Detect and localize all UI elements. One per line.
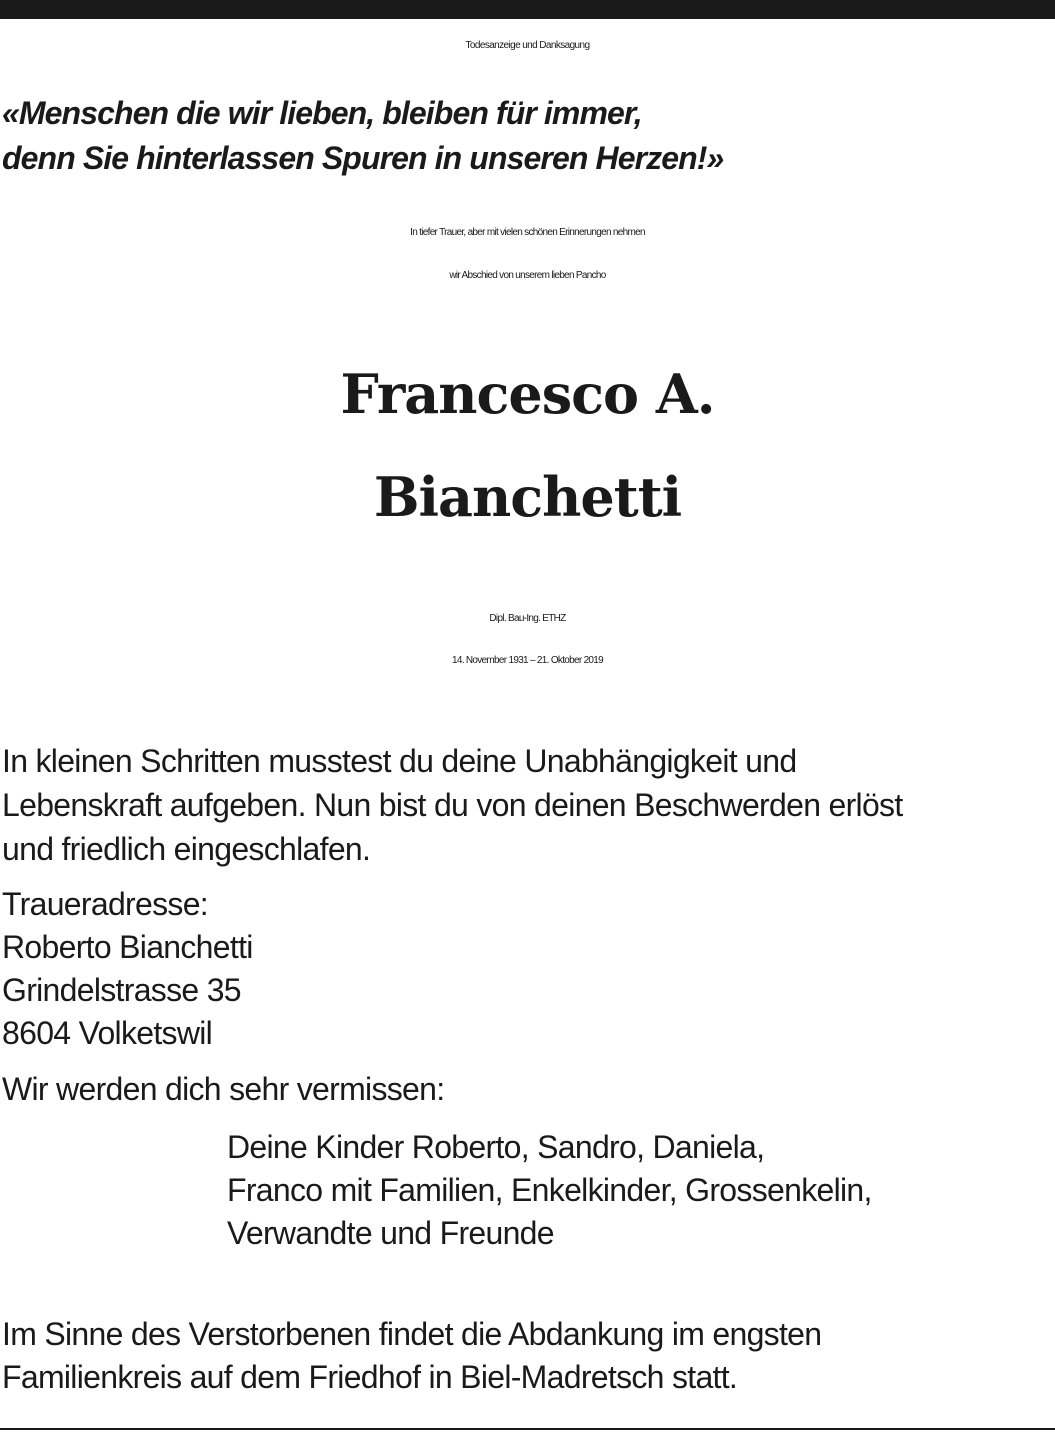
top-rule bbox=[0, 0, 1055, 19]
address-street: Grindelstrasse 35 bbox=[2, 972, 241, 1008]
mourners-line-3: Verwandte und Freunde bbox=[227, 1215, 554, 1251]
deceased-name-line-1: Francesco A. bbox=[340, 362, 715, 426]
mourners-line-2: Franco mit Familien, Enkelkinder, Grossenkelin, bbox=[227, 1172, 872, 1208]
intro-line-2: wir Abschied von unserem lieben Pancho bbox=[449, 270, 606, 281]
mourners-intro: Wir werden dich sehr vermissen: bbox=[2, 1071, 445, 1107]
message-line-3: und friedlich eingeschlafen. bbox=[2, 831, 371, 867]
message-line-2: Lebenskraft aufgeben. Nun bist du von deinen Beschwerden erlöst bbox=[2, 787, 903, 823]
message-line-1: In kleinen Schritten musstest du deine Unabhängigkeit und bbox=[2, 743, 797, 779]
bottom-rule bbox=[0, 1428, 1055, 1430]
closing-line-1: Im Sinne des Verstorbenen findet die Abdankung im engsten bbox=[2, 1316, 822, 1352]
address-city: 8604 Volketswil bbox=[2, 1015, 213, 1051]
quote-line-1: «Menschen die wir lieben, bleiben für immer, bbox=[2, 95, 642, 131]
closing-line-2: Familienkreis auf dem Friedhof in Biel-Madretsch statt. bbox=[2, 1359, 738, 1395]
intro-line-1: In tiefer Trauer, aber mit vielen schönen Erinnerungen nehmen bbox=[410, 227, 645, 238]
mourners-line-1: Deine Kinder Roberto, Sandro, Daniela, bbox=[227, 1129, 765, 1165]
deceased-dates: 14. November 1931 – 21. Oktober 2019 bbox=[451, 655, 604, 666]
address-name: Roberto Bianchetti bbox=[2, 929, 253, 965]
deceased-name-line-2: Bianchetti bbox=[373, 465, 682, 529]
quote-line-2: denn Sie hinterlassen Spuren in unseren Herzen!» bbox=[2, 140, 724, 176]
address-label: Traueradresse: bbox=[2, 886, 208, 922]
notice-heading: Todesanzeige und Danksagung bbox=[465, 40, 590, 51]
deceased-title: Dipl. Bau-Ing. ETHZ bbox=[489, 613, 566, 624]
